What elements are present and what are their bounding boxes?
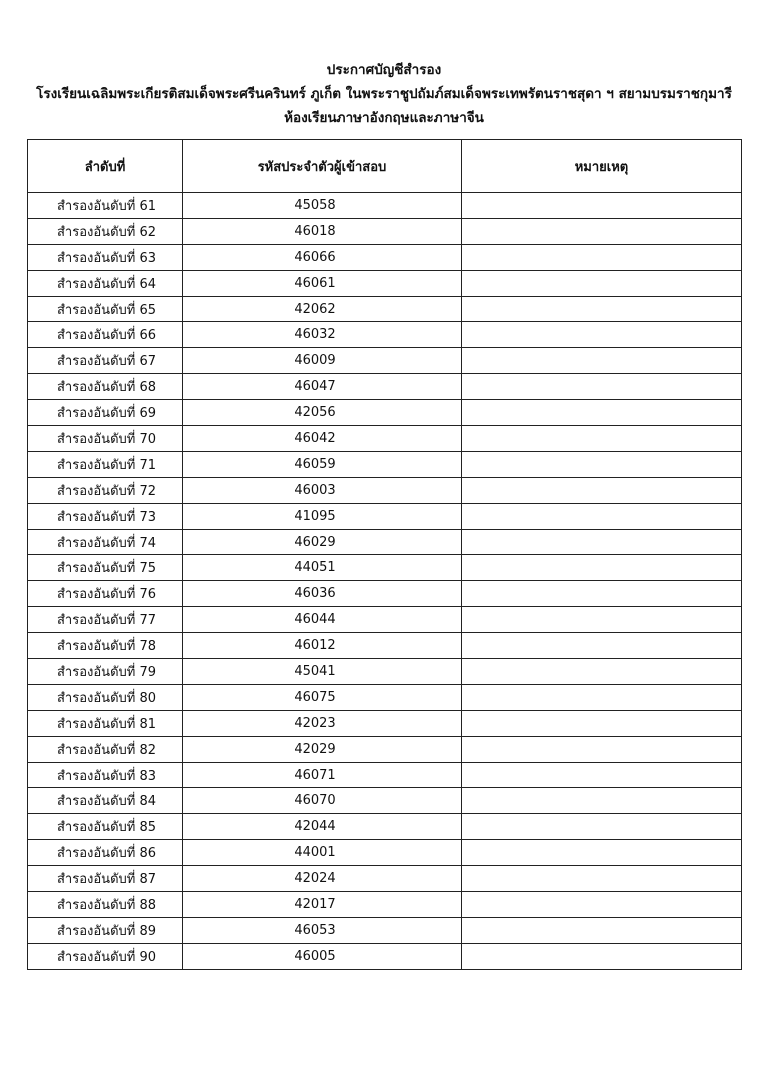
- code-cell: 41095: [183, 503, 462, 529]
- note-cell: [462, 348, 742, 374]
- code-cell: 46044: [183, 607, 462, 633]
- rank-cell: สำรองอันดับที่ 86: [28, 840, 183, 866]
- code-cell: 46018: [183, 218, 462, 244]
- note-cell: [462, 270, 742, 296]
- note-cell: [462, 736, 742, 762]
- table-row: [28, 529, 742, 555]
- rank-cell: สำรองอันดับที่ 88: [28, 892, 183, 918]
- rank-cell: สำรองอันดับที่ 83: [28, 762, 183, 788]
- table-row: [28, 581, 742, 607]
- code-cell: 44051: [183, 555, 462, 581]
- note-cell: [462, 322, 742, 348]
- table-row: [28, 659, 742, 685]
- table-row: [28, 374, 742, 400]
- note-cell: [462, 814, 742, 840]
- table-row: [28, 400, 742, 426]
- table-row: [28, 244, 742, 270]
- reserve-list-table: [27, 139, 742, 970]
- table-row: [28, 814, 742, 840]
- rank-cell: สำรองอันดับที่ 79: [28, 659, 183, 685]
- rank-cell: สำรองอันดับที่ 72: [28, 477, 183, 503]
- table-row: [28, 788, 742, 814]
- note-cell: [462, 710, 742, 736]
- table-row: [28, 218, 742, 244]
- table-row: [28, 633, 742, 659]
- rank-cell: สำรองอันดับที่ 84: [28, 788, 183, 814]
- column-header-note: หมายเหตุ: [462, 140, 742, 193]
- note-cell: [462, 633, 742, 659]
- code-cell: 46070: [183, 788, 462, 814]
- table-row: [28, 193, 742, 219]
- table-row: [28, 270, 742, 296]
- note-cell: [462, 659, 742, 685]
- note-cell: [462, 607, 742, 633]
- rank-cell: สำรองอันดับที่ 61: [28, 193, 183, 219]
- code-cell: 46009: [183, 348, 462, 374]
- code-cell: 46003: [183, 477, 462, 503]
- code-cell: 42062: [183, 296, 462, 322]
- code-cell: 46071: [183, 762, 462, 788]
- rank-cell: สำรองอันดับที่ 90: [28, 943, 183, 969]
- code-cell: 42056: [183, 400, 462, 426]
- table-row: [28, 943, 742, 969]
- table-row: [28, 840, 742, 866]
- code-cell: 46036: [183, 581, 462, 607]
- table-row: [28, 477, 742, 503]
- rank-cell: สำรองอันดับที่ 69: [28, 400, 183, 426]
- note-cell: [462, 451, 742, 477]
- note-cell: [462, 788, 742, 814]
- rank-cell: สำรองอันดับที่ 80: [28, 684, 183, 710]
- note-cell: [462, 917, 742, 943]
- note-cell: [462, 426, 742, 452]
- note-cell: [462, 529, 742, 555]
- document-header: [0, 58, 768, 130]
- note-cell: [462, 503, 742, 529]
- code-cell: 46029: [183, 529, 462, 555]
- table-row: [28, 917, 742, 943]
- code-cell: 46061: [183, 270, 462, 296]
- table-row: [28, 348, 742, 374]
- column-header-rank: ลำดับที่: [28, 140, 183, 193]
- table-row: [28, 866, 742, 892]
- code-cell: 46005: [183, 943, 462, 969]
- code-cell: 46032: [183, 322, 462, 348]
- code-cell: 46047: [183, 374, 462, 400]
- note-cell: [462, 866, 742, 892]
- school-name: โรงเรียนเฉลิมพระเกียรติสมเด็จพระศรีนครินทร์ ภูเก็ต ในพระราชูปถัมภ์สมเด็จพระเทพรัตนราชสุดา ฯ สยามบรมราชกุมารี: [36, 86, 732, 102]
- rank-cell: สำรองอันดับที่ 66: [28, 322, 183, 348]
- table-row: [28, 736, 742, 762]
- table-row: [28, 892, 742, 918]
- rank-cell: สำรองอันดับที่ 76: [28, 581, 183, 607]
- note-cell: [462, 477, 742, 503]
- code-cell: 42024: [183, 866, 462, 892]
- code-cell: 42017: [183, 892, 462, 918]
- code-cell: 42044: [183, 814, 462, 840]
- table-row: [28, 762, 742, 788]
- code-cell: 46075: [183, 684, 462, 710]
- note-cell: [462, 244, 742, 270]
- note-cell: [462, 400, 742, 426]
- rank-cell: สำรองอันดับที่ 77: [28, 607, 183, 633]
- rank-cell: สำรองอันดับที่ 82: [28, 736, 183, 762]
- rank-cell: สำรองอันดับที่ 81: [28, 710, 183, 736]
- note-cell: [462, 762, 742, 788]
- rank-cell: สำรองอันดับที่ 75: [28, 555, 183, 581]
- rank-cell: สำรองอันดับที่ 85: [28, 814, 183, 840]
- note-cell: [462, 840, 742, 866]
- announcement-title: ประกาศบัญชีสำรอง: [326, 62, 442, 78]
- table-row: [28, 607, 742, 633]
- column-header-code: รหัสประจำตัวผู้เข้าสอบ: [183, 140, 462, 193]
- rank-cell: สำรองอันดับที่ 68: [28, 374, 183, 400]
- rank-cell: สำรองอันดับที่ 78: [28, 633, 183, 659]
- code-cell: 45041: [183, 659, 462, 685]
- code-cell: 46053: [183, 917, 462, 943]
- rank-cell: สำรองอันดับที่ 89: [28, 917, 183, 943]
- note-cell: [462, 296, 742, 322]
- code-cell: 46012: [183, 633, 462, 659]
- rank-cell: สำรองอันดับที่ 73: [28, 503, 183, 529]
- table-row: [28, 684, 742, 710]
- rank-cell: สำรองอันดับที่ 67: [28, 348, 183, 374]
- rank-cell: สำรองอันดับที่ 65: [28, 296, 183, 322]
- note-cell: [462, 374, 742, 400]
- table-row: [28, 555, 742, 581]
- code-cell: 46059: [183, 451, 462, 477]
- program-name: ห้องเรียนภาษาอังกฤษและภาษาจีน: [284, 110, 484, 126]
- note-cell: [462, 581, 742, 607]
- table-body: [28, 193, 742, 970]
- code-cell: 46066: [183, 244, 462, 270]
- code-cell: 46042: [183, 426, 462, 452]
- rank-cell: สำรองอันดับที่ 71: [28, 451, 183, 477]
- note-cell: [462, 892, 742, 918]
- table-row: [28, 503, 742, 529]
- rank-cell: สำรองอันดับที่ 74: [28, 529, 183, 555]
- table-row: [28, 426, 742, 452]
- code-cell: 42023: [183, 710, 462, 736]
- table-row: [28, 296, 742, 322]
- note-cell: [462, 555, 742, 581]
- table-row: [28, 451, 742, 477]
- note-cell: [462, 684, 742, 710]
- rank-cell: สำรองอันดับที่ 70: [28, 426, 183, 452]
- table-row: [28, 710, 742, 736]
- code-cell: 45058: [183, 193, 462, 219]
- rank-cell: สำรองอันดับที่ 64: [28, 270, 183, 296]
- rank-cell: สำรองอันดับที่ 87: [28, 866, 183, 892]
- code-cell: 44001: [183, 840, 462, 866]
- table-header-row: [28, 140, 742, 193]
- code-cell: 42029: [183, 736, 462, 762]
- note-cell: [462, 218, 742, 244]
- note-cell: [462, 193, 742, 219]
- table-row: [28, 322, 742, 348]
- rank-cell: สำรองอันดับที่ 62: [28, 218, 183, 244]
- rank-cell: สำรองอันดับที่ 63: [28, 244, 183, 270]
- note-cell: [462, 943, 742, 969]
